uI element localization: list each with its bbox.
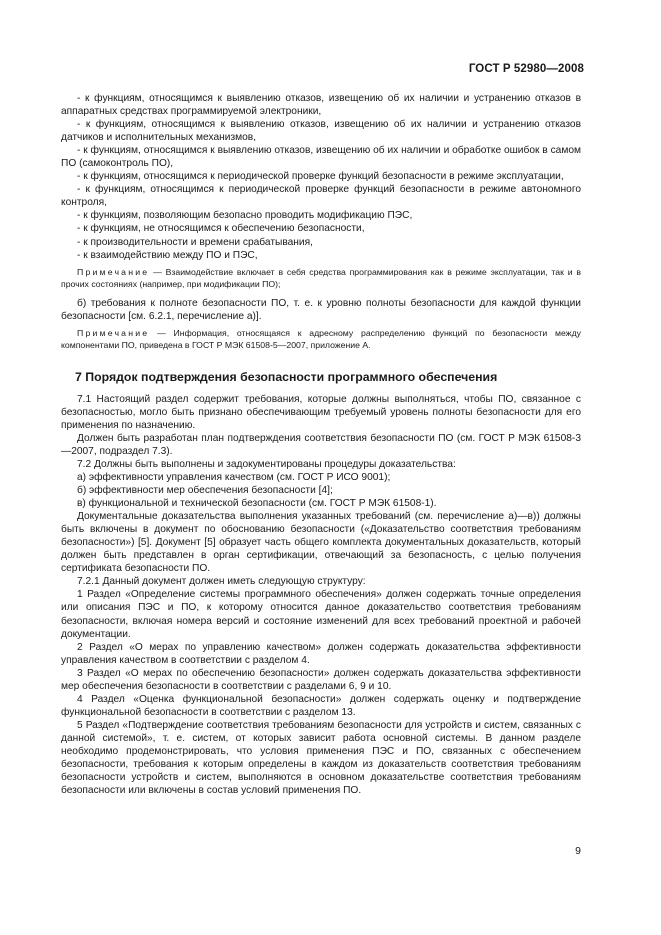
document-header-code: ГОСТ Р 52980—2008 <box>468 63 584 75</box>
document-body <box>61 92 581 797</box>
page-number: 9 <box>575 845 581 857</box>
note-label: Примечание <box>77 327 150 338</box>
note-1 <box>61 266 581 290</box>
list-item: - к функциям, относящимся к периодической проверке функций безопасности в режиме автономного контроля, <box>61 184 581 209</box>
section-paragraph: в) функциональной и технической безопасности (см. ГОСТ Р МЭК 61508-1). <box>77 498 437 510</box>
note-2 <box>61 327 581 351</box>
section-paragraph: б) эффективности мер обеспечения безопасности [4]; <box>77 485 333 497</box>
note-label: Примечание <box>77 266 150 277</box>
note-text: — Информация, относящаяся к адресному распределению функций по безопасности между компонентами ПО, приведена в ГОСТ Р МЭК 61508-5—2007, приложение А. <box>61 327 581 350</box>
section-paragraph: Документальные доказательства выполнения указанных требований (см. перечисление а)—в)) должны быть включены в документ по обоснованию безопасности («Доказательство соответствия требованиям безопасности») [5]. Документ [5] образует часть общего комплекта документальных доказательств, который должен быть представлен в орган сертификации, отвечающий за безопасность, с целью получения сертификата безопасности ПО. <box>61 511 581 575</box>
list-item: - к взаимодействию между ПО и ПЭС, <box>77 249 258 261</box>
note-text: — Взаимодействие включает в себя средства программирования как в режиме эксплуатации, так и в прочих состояниях (например, при модификации ПО); <box>61 266 581 289</box>
section-paragraph: 5 Раздел «Подтверждение соответствия требованиям безопасности для устройств и систем, связанных с данной системой», т. е. систем, от которых зависит работа основной системы. В данном разделе необходимо продемонстрировать, что условия применения ПЭС и ПО, связанных с обеспечением безопасности, требования к которым определены в каждом из доказательств соответствия требованиям безопасности устройств и систем, выполняются в основном доказательстве соответствия требованиям безопасности или включены в состав условий применения ПО. <box>61 719 581 797</box>
list-item: - к функциям, не относящимся к обеспечению безопасности, <box>77 223 365 235</box>
section-paragraph: 7.1 Настоящий раздел содержит требования, которые должны выполняться, чтобы ПО, связанное с безопасностью, могло быть признано обеспечивающим требуемый уровень полноты безопасности для его применения по назначению. <box>61 393 581 431</box>
list-item: - к функциям, относящимся к выявлению отказов, извещению об их наличии и устранению отказов в аппаратных средствах программируемой электроники, <box>61 93 581 118</box>
list-item: - к функциям, относящимся к выявлению отказов, извещению об их наличии и обработке ошибок в самом ПО (самоконтроль ПО), <box>61 145 581 170</box>
list-item: - к функциям, позволяющим безопасно проводить модификацию ПЭС, <box>77 210 413 222</box>
section-paragraph: Должен быть разработан план подтверждения соответствия безопасности ПО (см. ГОСТ Р МЭК 61508-3—2007, подраздел 7.3). <box>61 432 581 457</box>
list-item: - к производительности и времени срабатывания, <box>77 236 313 248</box>
section-paragraph: 2 Раздел «О мерах по управлению качеством» должен содержать доказательства эффективности управления качеством в соответствии с разделом 4. <box>61 641 581 666</box>
requirement-item-b: б) требования к полноте безопасности ПО, т. е. к уровню полноты безопасности для каждой функции безопасности [см. 6.2.1, перечисление а)]. <box>61 297 581 322</box>
section-paragraph: 1 Раздел «Определение системы программного обеспечения» должен содержать точные определения или описания ПЭС и ПО, к которому относится данное доказательство соответствия требованиям безопасности, включая номера версий и состояние изменений для всех требований проектной и рабочей документации. <box>61 589 581 640</box>
list-item: - к функциям, относящимся к выявлению отказов, извещению об их наличии и устранению отказов датчиков и исполнительных механизмов, <box>61 119 581 144</box>
section-7-title: 7 Порядок подтверждения безопасности программного обеспечения <box>75 369 498 384</box>
section-paragraph: а) эффективности управления качеством (см. ГОСТ Р ИСО 9001); <box>77 471 391 483</box>
section-paragraph: 3 Раздел «О мерах по обеспечению безопасности» должен содержать доказательства эффективности мер обеспечения безопасности в соответствии с разделами 6, 9 и 10. <box>61 667 581 692</box>
section-paragraph: 7.2 Должны быть выполнены и задокументированы процедуры доказательства: <box>77 458 456 470</box>
section-paragraph: 4 Раздел «Оценка функциональной безопасности» должен содержать оценку и подтверждение функциональной безопасности в соответствии с разделом 13. <box>61 693 581 718</box>
section-paragraph: 7.2.1 Данный документ должен иметь следующую структуру: <box>77 576 366 588</box>
list-item: - к функциям, относящимся к периодической проверке функций безопасности в режиме эксплуатации, <box>77 171 564 183</box>
